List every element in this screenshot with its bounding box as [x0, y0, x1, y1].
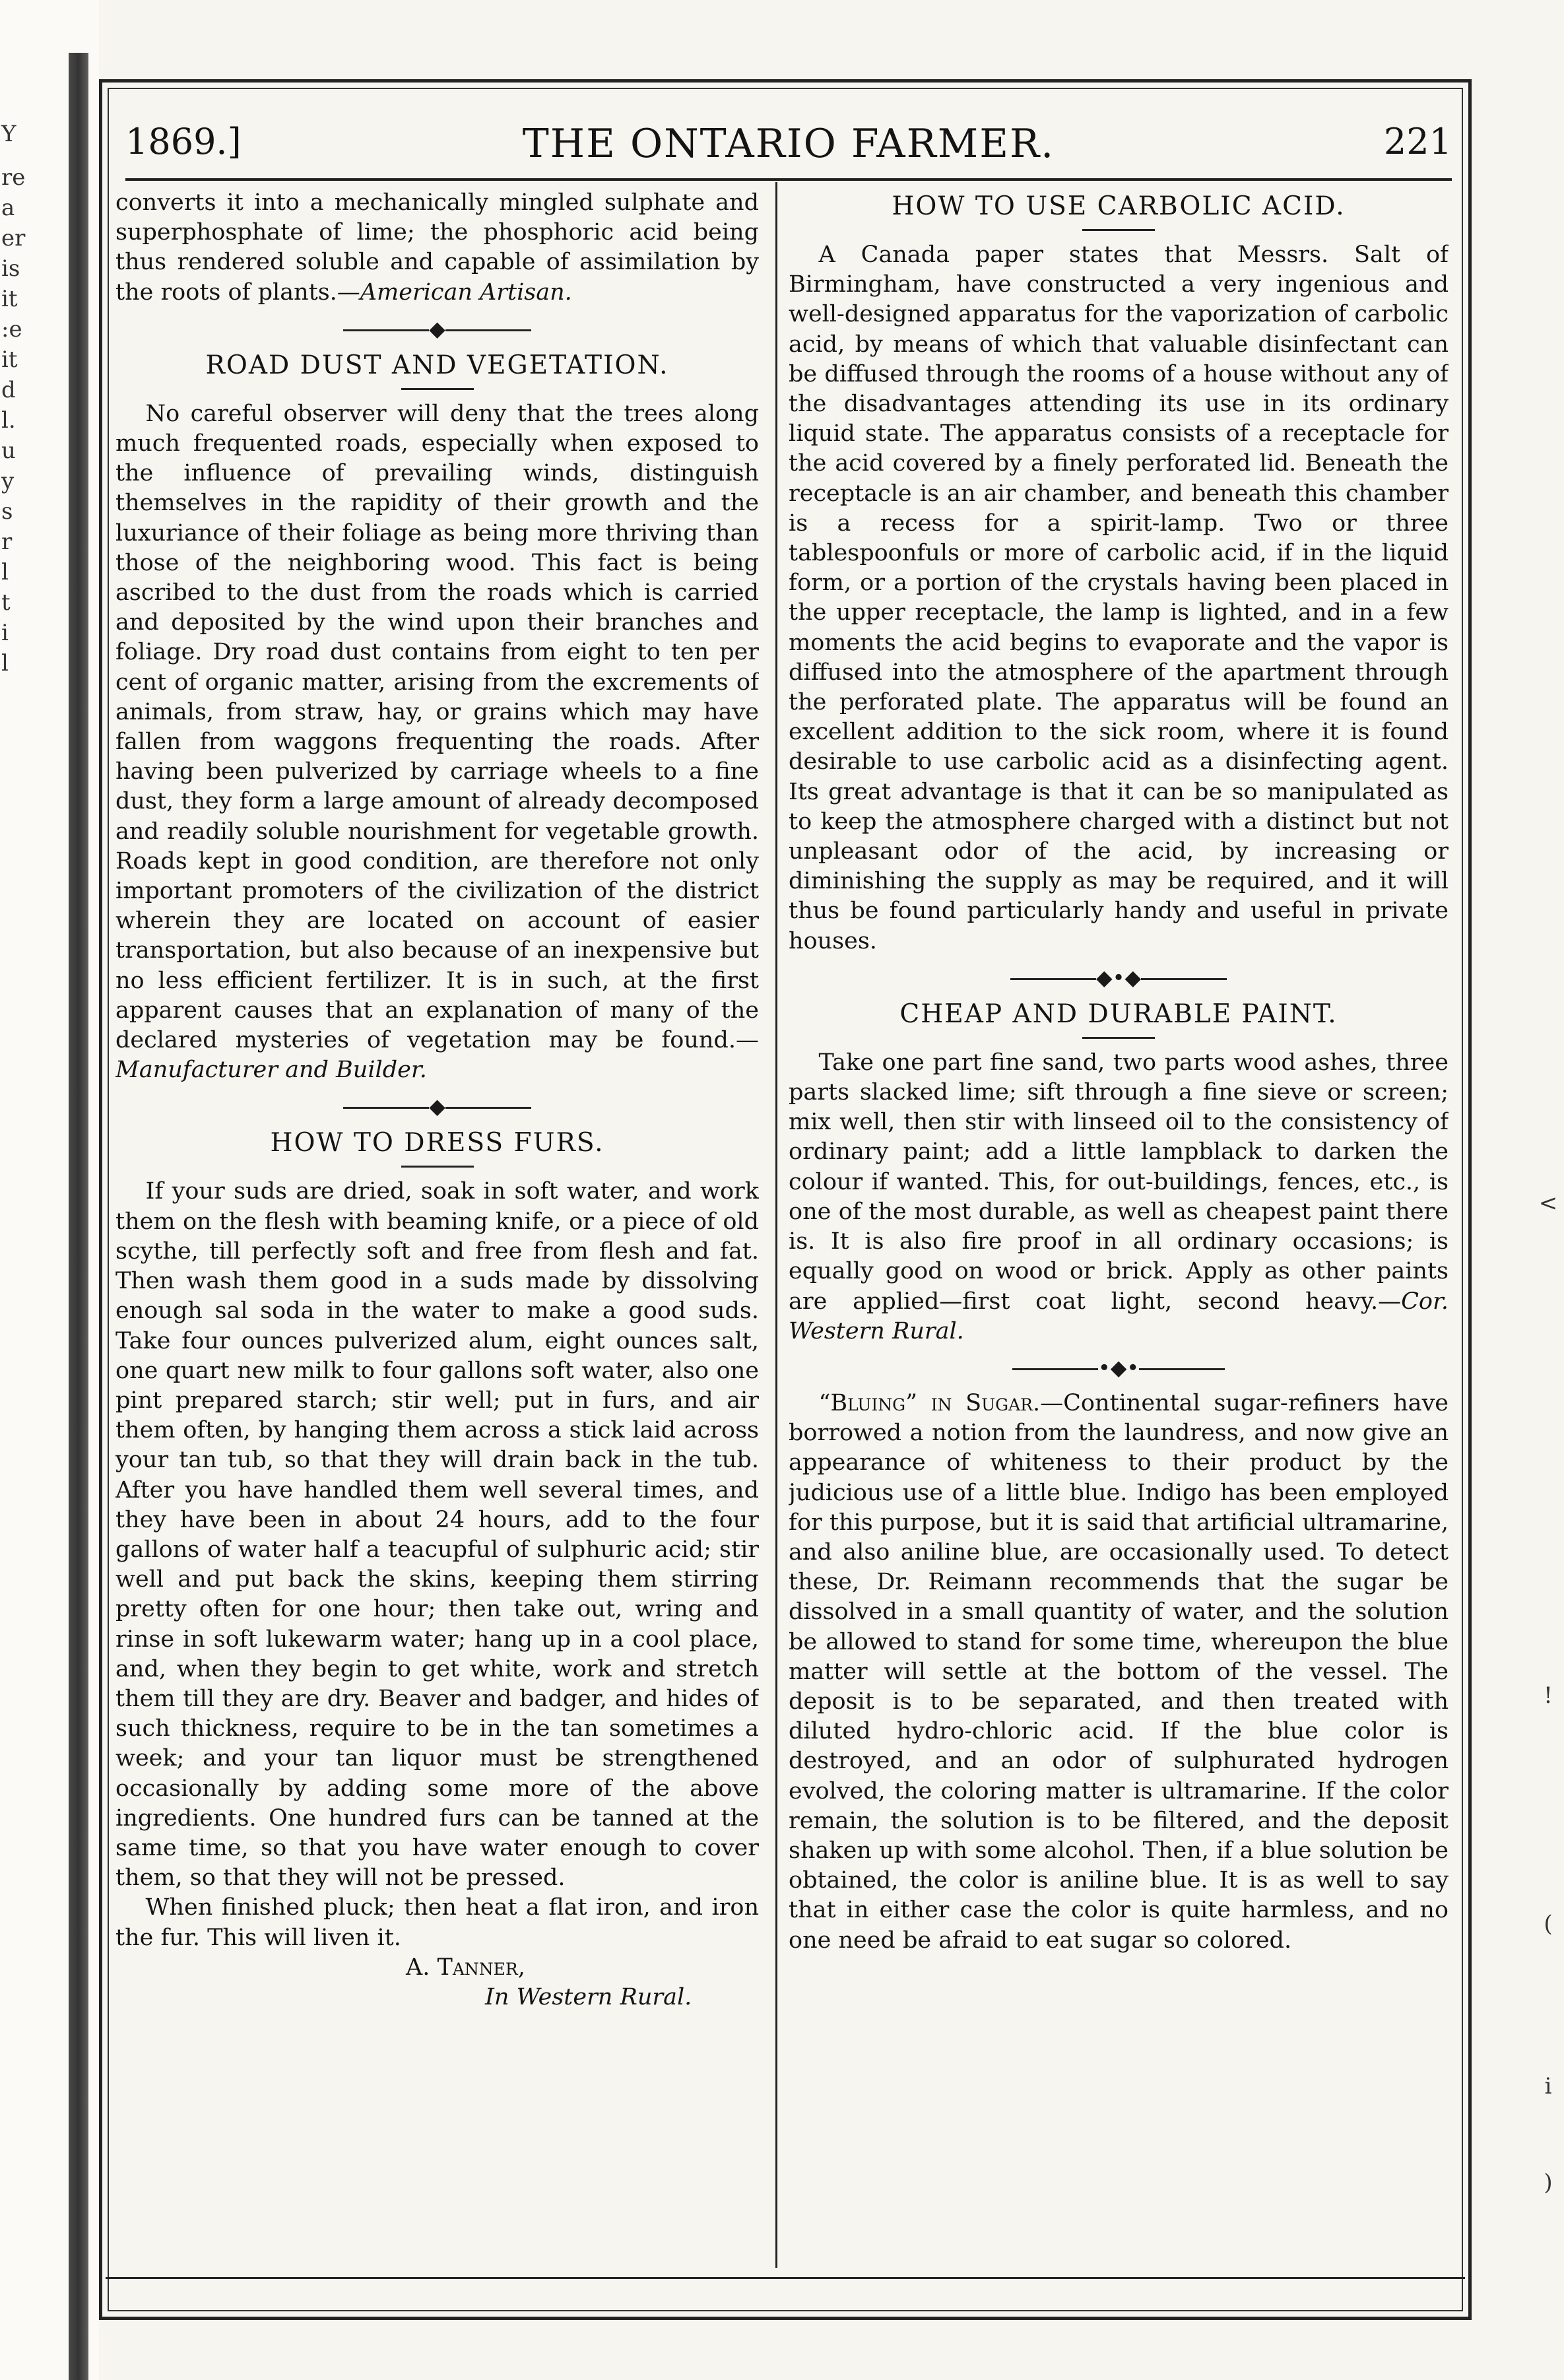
fragment: Y [1, 121, 16, 147]
article-body-furs-finish: When finished pluck; then heat a flat iron, and iron the fur. This will liven it. [115, 1894, 759, 1951]
section-ornament: ◆ [115, 317, 759, 341]
fragment: :e [1, 316, 22, 343]
column-divider [775, 182, 777, 2268]
fragment: l [1, 559, 9, 585]
fragment: ! [1544, 1682, 1553, 1709]
right-edge-fragments [1535, 1188, 1561, 2198]
fragment: < [1538, 1190, 1558, 1216]
continued-paragraph: converts it into a mechanically mingled sulphate and superphosphate of lime; the phosphoric acid being thus rendered soluble and capable of assimilation by the roots of plants.—American Artisan. [115, 189, 759, 306]
page-number: 221 [1383, 121, 1452, 162]
fragment: l. [1, 407, 16, 434]
fragment: a [1, 195, 15, 221]
fragment: y [1, 468, 15, 494]
fragment: ( [1544, 1911, 1553, 1937]
header-title: THE ONTARIO FARMER. [522, 121, 1055, 167]
fragment: s [1, 498, 13, 525]
section-ornament: •◆• [789, 1356, 1449, 1379]
section-ornament: ◆•◆ [789, 966, 1449, 989]
right-column [789, 188, 1449, 2267]
header-rule [125, 178, 1452, 181]
article-body-carbolic: A Canada paper states that Messrs. Salt of Birmingham, have constructed a very ingenious and well-designed apparatus for the vaporization of carbolic acid, by means of which that valuable disinfectant can be diffused through the rooms of a house without any of the disadvantages attending its use in its ordinary liquid state. The apparatus consists of a receptacle for the acid covered by a finely perforated lid. Beneath the receptacle is an air chamber, and beneath this chamber is a recess for a spirit-lamp. Two or three tablespoonfuls or more of carbolic acid, if in the liquid form, or a portion of the crystals having been placed in the upper receptacle, the lamp is lighted, and in a few moments the acid begins to evaporate and the vapor is diffused into the atmosphere of the apartment through the perforated plate. The apparatus will be found an excellent addition to the sick room, where it is found desirable to use carbolic acid as a disinfecting agent. Its great advantage is that it can be so manipulated as to keep the atmosphere charged with a distinct but not unpleasant odor of the acid, by increasing or diminishing the supply as may be required, and it will thus be found particularly handy and useful in private houses. [789, 242, 1449, 954]
heading-rule [1082, 229, 1155, 231]
article-heading-furs: HOW TO DRESS FURS. [270, 1128, 604, 1158]
left-column [115, 188, 759, 2267]
fragment: i [1544, 2073, 1552, 2099]
fragment: ) [1544, 2169, 1553, 2196]
fragment: d [1, 377, 16, 403]
binding-shadow [69, 53, 88, 2380]
running-header [125, 116, 1452, 175]
heading-rule [401, 388, 474, 390]
article-heading-paint: CHEAP AND DURABLE PAINT. [899, 999, 1338, 1029]
heading-rule [1082, 1037, 1155, 1039]
fragment: is [1, 255, 20, 282]
bottom-rule [106, 2277, 1465, 2279]
fragment: u [1, 438, 16, 464]
article-body-furs: If your suds are dried, soak in soft water, and work them on the flesh with beaming knife, or a piece of old scythe, till perfectly soft and free from flesh and fat. Then wash them good in a suds made by dissolving enough sal soda in the water to make a good suds. Take four ounces pulverized alum, eight ounces salt, one quart new milk to four gallons soft water, also one pint prepared starch; stir well; put in furs, and air them often, by hanging them across a stick laid across your tan tub, so that they will drain back in the tub. After you have handled them well several times, and they have been in about 24 hours, add to the four gallons of water half a teacupful of sulphuric acid; stir well and put back the skins, keeping them stirring pretty often for one hour; then take out, wring and rinse in soft lukewarm water; hang up in a cool place, and, when they begin to get white, work and stretch them till they are dry. Beaver and badger, and hides of such thickness, require to be in the tan sometimes a week; and your tan liquor must be strengthened occasionally by adding some more of the above ingredients. One hundred furs can be tanned at the same time, so that you have water enough to cover them, so that they will not be pressed. [115, 1178, 759, 1892]
article-body-bluing: “Bluing” in Sugar.—Continental sugar-refiners have borrowed a notion from the laundress, and now give an appearance of whiteness to their product by the judicious use of a little blue. Indigo has been employed for this purpose, but it is said that artificial ultramarine, and also aniline blue, are occasionally used. To detect these, Dr. Reimann recommends that the sugar be dissolved in a small quantity of water, and the solution be allowed to stand for some time, whereupon the blue matter will settle at the bottom of the vessel. The deposit is to be separated, and then treated with diluted hydro-chloric acid. If the blue color is destroyed, and an odor of sulphurated hydrogen evolved, the coloring matter is ultramarine. If the color remain, the solution is to be filtered, and the deposit shaken up with some alcohol. Then, if a blue solution be obtained, the color is aniline blue. It is as well to say that in either case the color is quite harmless, and no one need be afraid to eat sugar so colored. [789, 1389, 1449, 1954]
fragment: t [1, 589, 11, 616]
signature-source: In Western Rural. [485, 1983, 692, 2010]
fragment: er [1, 225, 26, 251]
section-ornament: ◆ [115, 1094, 759, 1118]
fragment: l [1, 650, 9, 677]
source-credit: Cor. Western Rural. [789, 1288, 1449, 1344]
signature: A. Tanner, [406, 1954, 525, 1981]
header-year: 1869.] [125, 121, 242, 162]
fragment: it [1, 347, 18, 373]
run-in-title: “Bluing” in Sugar. [818, 1389, 1041, 1416]
article-body-road-dust: No careful observer will deny that the trees along much frequented roads, especially when exposed to the influence of prevailing winds, distinguish themselves in the rapidity of their growth and the luxuriance of their foliage as being more thriving than those of the neighboring wood. This fact is being ascribed to the dust from the roads which is carried and deposited by the wind upon their branches and foliage. Dry road dust contains from eight to ten per cent of organic matter, arising from the excrements of animals, from straw, hay, or grains which may have fallen from waggons frequenting the roads. After having been pulverized by carriage wheels to a fine dust, they form a large amount of already decomposed and readily soluble nourishment for vegetable growth. Roads kept in good condition, are therefore not only important promoters of the civilization of the district wherein they are located on account of easier transportation, but also because of an inexpensive but no less efficient fertilizer. It is in such, at the first apparent causes that an explanation of many of the declared mysteries of vegetation may be found.—Manufacturer and Builder. [115, 400, 759, 1084]
heading-rule [401, 1166, 474, 1168]
article-heading-carbolic: HOW TO USE CARBOLIC ACID. [892, 191, 1346, 221]
source-credit: American Artisan. [360, 279, 572, 306]
article-body-paint: Take one part fine sand, two parts wood ashes, three parts slacked lime; sift through a fine sieve or screen; mix well, then stir with linseed oil to the consistency of ordinary paint; add a little lampblack to darken the colour if wanted. This, for out-buildings, fences, etc., is one of the most durable, as well as cheapest paint there is. It is also fire proof in all ordinary occasions; is equally good on wood or brick. Apply as other paints are applied—first coat light, second heavy.—Cor. Western Rural. [789, 1049, 1449, 1344]
fragment: r [1, 529, 13, 555]
fragment: re [1, 164, 26, 191]
source-credit: Manufacturer and Builder. [115, 1057, 427, 1084]
article-heading-road-dust: ROAD DUST AND VEGETATION. [205, 350, 669, 380]
adjacent-page-fragments [1, 119, 41, 678]
fragment: it [1, 286, 18, 312]
fragment: i [1, 620, 9, 646]
